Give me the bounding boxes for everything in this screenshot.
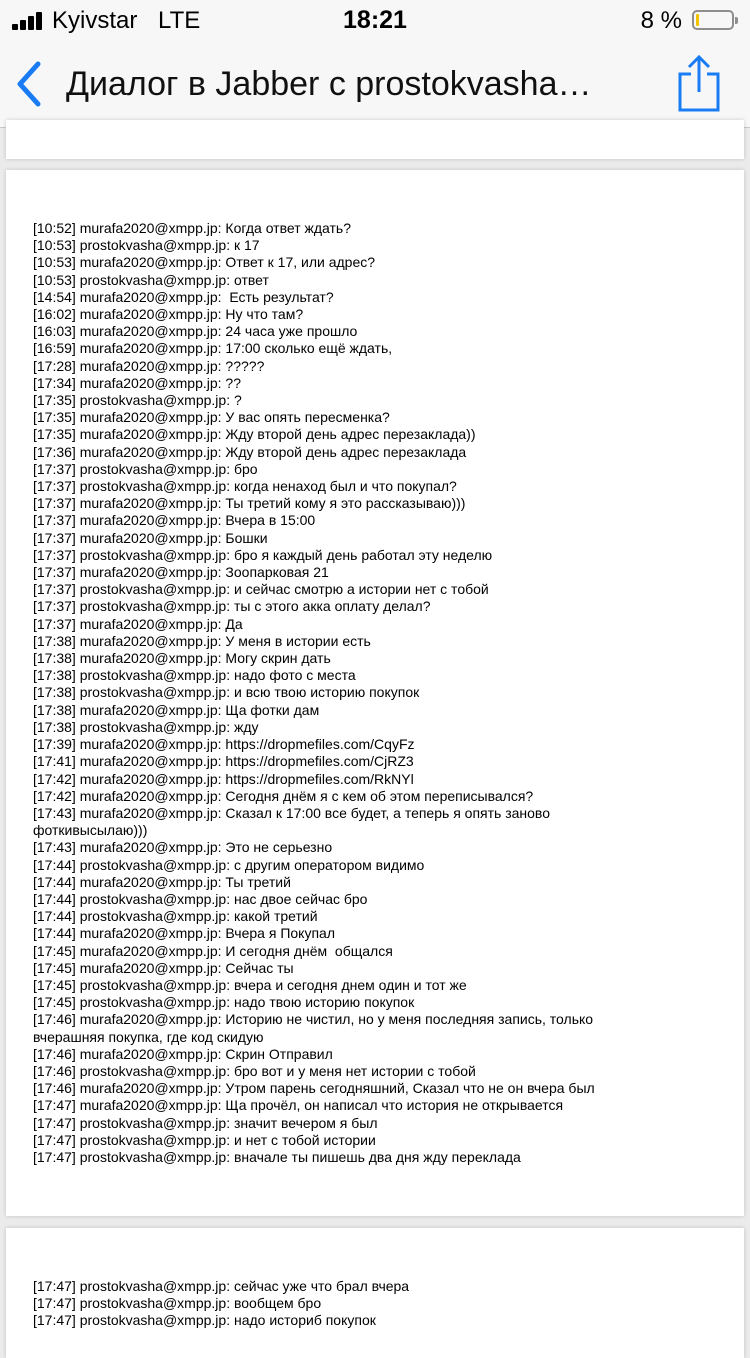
chat-line: [17:47] prostokvasha@xmpp.jp: и нет с тобой истории [33,1131,376,1148]
page-title: Диалог в Jabber с prostokvasha… [66,65,592,103]
chat-line: [17:44] prostokvasha@xmpp.jp: какой третий [33,908,318,925]
chat-line: [17:45] prostokvasha@xmpp.jp: вчера и сегодня днем один и тот же [33,976,467,993]
chat-line: [16:02] murafa2020@xmpp.jp: Ну что там? [33,306,304,323]
share-icon [674,54,724,114]
chat-line: [17:38] murafa2020@xmpp.jp: Ща фотки дам [33,701,320,718]
chat-line: [17:37] murafa2020@xmpp.jp: Бошки [33,529,268,546]
chat-line: [10:53] prostokvasha@xmpp.jp: к 17 [33,237,260,254]
chat-line: [16:59] murafa2020@xmpp.jp: 17:00 сколько ещё ждать, [33,340,393,357]
chat-line: [17:36] murafa2020@xmpp.jp: Жду второй день адрес перезаклада [33,443,467,460]
chat-line: [10:53] murafa2020@xmpp.jp: Ответ к 17, или адрес? [33,254,376,271]
document-page [6,120,744,159]
battery-icon [692,10,734,30]
chat-line: [17:41] murafa2020@xmpp.jp: https://dropmefiles.com/CjRZ3 [33,753,414,770]
chat-line: [17:45] prostokvasha@xmpp.jp: надо твою историю покупок [33,994,415,1011]
chat-line: [10:53] prostokvasha@xmpp.jp: ответ [33,271,269,288]
chat-line: [17:37] prostokvasha@xmpp.jp: ты с этого акка оплату делал? [33,598,431,615]
chat-line: [17:37] prostokvasha@xmpp.jp: бро я каждый день работал эту неделю [33,546,493,563]
chat-line: [17:37] murafa2020@xmpp.jp: Зоопарковая 21 [33,564,329,581]
chat-line: [17:37] murafa2020@xmpp.jp: Вчера в 15:00 [33,512,316,529]
chat-log [33,220,723,1166]
status-bar [0,0,750,40]
chat-line: [17:46] murafa2020@xmpp.jp: Скрин Отправил [33,1045,333,1062]
chat-line: фоткивысылаю))) [33,822,148,839]
chat-line: [17:38] prostokvasha@xmpp.jp: жду [33,718,259,735]
chat-line: [17:35] prostokvasha@xmpp.jp: ? [33,392,242,409]
chat-line: [17:44] murafa2020@xmpp.jp: Вчера я Покупал [33,925,335,942]
chat-line: [17:47] murafa2020@xmpp.jp: Ща прочёл, он написал что история не открывается [33,1097,564,1114]
chat-line: [17:45] murafa2020@xmpp.jp: И сегодня днём общался [33,942,393,959]
document-page [6,1228,744,1358]
chat-line: [17:38] prostokvasha@xmpp.jp: надо фото с места [33,667,356,684]
chat-line: [17:46] prostokvasha@xmpp.jp: бро вот и у меня нет истории с тобой [33,1062,476,1079]
chat-line: [10:52] murafa2020@xmpp.jp: Когда ответ ждать? [33,220,351,236]
document-page [6,170,744,1216]
chat-line: [17:44] murafa2020@xmpp.jp: Ты третий [33,873,291,890]
chat-line: [17:44] prostokvasha@xmpp.jp: с другим оператором видимо [33,856,425,873]
navigation-bar [0,40,750,128]
chat-line: [17:46] murafa2020@xmpp.jp: Утром парень сегодняшний, Сказал что не он вчера был [33,1080,595,1097]
back-button[interactable] [14,60,48,108]
chat-line: [17:37] prostokvasha@xmpp.jp: когда ненаход был и что покупал? [33,478,457,495]
chat-line: [17:38] murafa2020@xmpp.jp: У меня в истории есть [33,632,371,649]
chat-line: [17:46] murafa2020@xmpp.jp: Историю не чистил, но у меня последняя запись, только [33,1011,594,1028]
chat-line: [17:47] prostokvasha@xmpp.jp: сейчас уже что брал вчера [33,1278,410,1294]
chat-line: [17:47] prostokvasha@xmpp.jp: вначале ты пишешь два дня жду переклада [33,1148,521,1165]
chat-line: вчерашняя покупка, где код скидую [33,1028,264,1045]
chat-line: [17:47] prostokvasha@xmpp.jp: надо историб покупок [33,1312,376,1329]
chat-line: [16:03] murafa2020@xmpp.jp: 24 часа уже прошло [33,323,358,340]
chat-line: [17:43] murafa2020@xmpp.jp: Сказал к 17:00 все будет, а теперь я опять заново [33,804,550,821]
chat-line: [17:47] prostokvasha@xmpp.jp: значит вечером я был [33,1114,378,1131]
chat-line: [17:47] prostokvasha@xmpp.jp: вообщем бро [33,1295,322,1312]
chat-line: [17:39] murafa2020@xmpp.jp: https://dropmefiles.com/CqyFz [33,736,415,753]
chat-line: [17:34] murafa2020@xmpp.jp: ?? [33,374,242,391]
battery-level [696,14,699,26]
chat-line: [17:43] murafa2020@xmpp.jp: Это не серьезно [33,839,333,856]
clock: 18:21 [343,6,407,34]
chat-line: [17:38] prostokvasha@xmpp.jp: и всю твою историю покупок [33,684,420,701]
chat-line: [17:37] prostokvasha@xmpp.jp: и сейчас смотрю а истории нет с тобой [33,581,489,598]
chat-line: [17:37] prostokvasha@xmpp.jp: бро [33,460,258,477]
chat-line: [17:42] murafa2020@xmpp.jp: Сегодня днём я с кем об этом переписывался? [33,787,534,804]
battery-percent: 8 % [640,7,682,34]
chat-line: [17:38] murafa2020@xmpp.jp: Могу скрин дать [33,650,331,667]
chevron-left-icon [14,60,48,108]
chat-line: [17:35] murafa2020@xmpp.jp: Жду второй день адрес перезаклада)) [33,426,476,443]
chat-line: [17:35] murafa2020@xmpp.jp: У вас опять пересменка? [33,409,390,426]
chat-line: [17:37] murafa2020@xmpp.jp: Да [33,615,243,632]
chat-line: [14:54] murafa2020@xmpp.jp: Есть результат? [33,288,334,305]
chat-line: [17:42] murafa2020@xmpp.jp: https://dropmefiles.com/RkNYl [33,770,414,787]
chat-line: [17:28] murafa2020@xmpp.jp: ????? [33,357,265,374]
chat-log [33,1278,723,1330]
carrier-name: Kyivstar [52,7,138,34]
chat-line: [17:45] murafa2020@xmpp.jp: Сейчас ты [33,959,294,976]
chat-line: [17:44] prostokvasha@xmpp.jp: нас двое сейчас бро [33,890,368,907]
network-type: LTE [158,7,201,34]
chat-line: [17:37] murafa2020@xmpp.jp: Ты третий кому я это рассказываю))) [33,495,466,512]
share-button[interactable] [674,54,724,114]
